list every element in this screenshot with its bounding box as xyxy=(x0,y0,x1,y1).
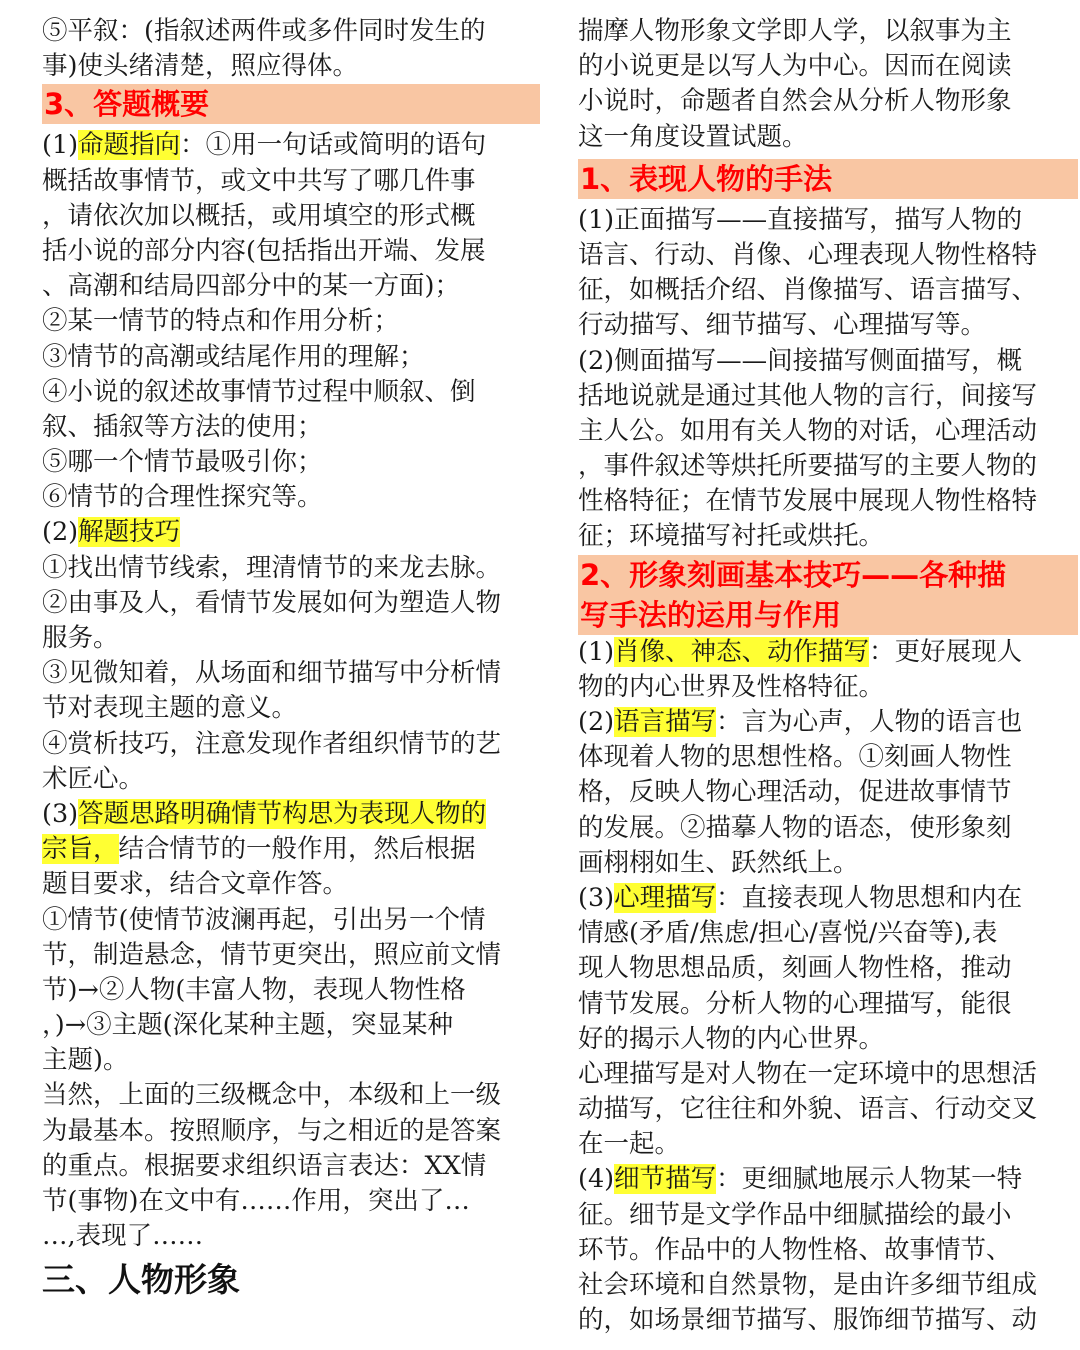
body-line: 节(事物)在文中有……作用，突出了… xyxy=(42,1186,470,1216)
highlight-keyword: 解题技巧 xyxy=(78,517,181,548)
body-line: 节，制造悬念，情节更突出，照应前文情 xyxy=(42,939,502,970)
body-line: 好的揭示人物的内心世界。 xyxy=(578,1023,885,1054)
body-line: 主题)。 xyxy=(42,1045,129,1076)
heading-answer-summary: 3、答题概要 xyxy=(42,84,540,124)
body-line: ②某一情节的特点和作用分析； xyxy=(42,306,400,337)
heading-portrayal-skills: 2、形象刻画基本技巧——各种描 写手法的运用与作用 xyxy=(578,555,1078,635)
body-line: 题目要求，结合文章作答。 xyxy=(42,869,349,900)
highlight-keyword: 心理描写 xyxy=(614,882,717,913)
body-line: 征；环境描写衬托或烘托。 xyxy=(578,521,885,552)
body-line: 语言、行动、肖像、心理表现人物性格特 xyxy=(578,239,1038,270)
left-column xyxy=(42,14,540,1304)
body-line: 、高潮和结局四部分中的某一方面)； xyxy=(42,271,460,302)
skill-4-first-line: (4)细节描写：更细腻地展示人物某一特 xyxy=(578,1164,1023,1195)
skill-1-first-line: (1)肖像、神态、动作描写：更好展现人 xyxy=(578,636,1023,667)
highlight-keyword: 答题思路明确情节构思为表现人物的 xyxy=(78,798,487,829)
body-line: ③见微知着，从场面和细节描写中分析情 xyxy=(42,658,502,689)
highlight-keyword: 宗旨， xyxy=(42,834,119,865)
intro-line: 揣摩人物形象文学即人学，以叙事为主 xyxy=(578,16,1012,46)
body-line: ④赏析技巧，注意发现作者组织情节的艺 xyxy=(42,728,502,759)
item-1-first-line: (1)命题指向：①用一句话或简明的语句 xyxy=(42,130,487,161)
body-line: 服务。 xyxy=(42,623,119,653)
body-line: ②由事及人，看情节发展如何为塑造人物 xyxy=(42,587,502,618)
body-line: ③情节的高潮或结尾作用的理解； xyxy=(42,341,425,372)
body-line: 行动描写、细节描写、心理描写等。 xyxy=(578,310,987,341)
body-line: 主人公。如用有关人物的对话，心理活动 xyxy=(578,415,1038,446)
body-line: 当然，上面的三级概念中，本级和上一级 xyxy=(42,1080,502,1111)
body-line: 的，如场景细节描写、服饰细节描写、动 xyxy=(578,1305,1038,1336)
body-line: ，事件叙述等烘托所要描写的主要人物的 xyxy=(578,451,1038,482)
highlight-keyword: 命题指向 xyxy=(78,130,181,161)
body-line: 节对表现主题的意义。 xyxy=(42,693,298,724)
body-line: 社会环境和自然景物，是由许多细节组成 xyxy=(578,1270,1038,1300)
item-2-first-line: (2)解题技巧 xyxy=(42,517,181,548)
body-line: …,表现了…… xyxy=(42,1221,204,1252)
heading-character-methods: 1、表现人物的手法 xyxy=(578,159,1078,199)
item-3-second-line: 宗旨，结合情节的一般作用，然后根据 xyxy=(42,834,476,865)
body-line: 在一起。 xyxy=(578,1129,681,1160)
body-line: ，)→③主题(深化某种主题，突显某种 xyxy=(42,1010,454,1041)
body-line: 情感(矛盾/焦虑/担心/喜悦/兴奋等),表 xyxy=(578,918,998,949)
body-line: 概括故事情节，或文中共写了哪几件事 xyxy=(42,165,476,196)
body-line: 括小说的部分内容(包括指出开端、发展 xyxy=(42,235,486,266)
body-line: ⑥情节的合理性探究等。 xyxy=(42,482,323,513)
body-line: 格，反映人物心理活动，促进故事情节 xyxy=(578,777,1012,808)
skill-2-first-line: (2)语言描写：言为心声，人物的语言也 xyxy=(578,707,1023,737)
body-line: ，请依次加以概括，或用填空的形式概 xyxy=(42,200,476,231)
body-line: 环节。作品中的人物性格、故事情节、 xyxy=(578,1234,1012,1265)
body-line: 现人物思想品质，刻画人物性格，推动 xyxy=(578,953,1012,984)
body-line: (2)侧面描写——间接描写侧面描写，概 xyxy=(578,345,1023,376)
body-line: 叙、插叙等方法的使用； xyxy=(42,411,323,442)
skill-3-first-line: (3)心理描写：直接表现人物思想和内在 xyxy=(578,882,1023,913)
body-line: ⑤哪一个情节最吸引你； xyxy=(42,447,323,478)
body-line: (1)正面描写——直接描写，描写人物的 xyxy=(578,204,1023,235)
body-line: 物的内心世界及性格特征。 xyxy=(578,671,885,702)
body-line: ①找出情节线索，理清情节的来龙去脉。 xyxy=(42,552,502,583)
body-line: 括地说就是通过其他人物的言行，间接写 xyxy=(578,380,1038,411)
body-line: 画栩栩如生、跃然纸上。 xyxy=(578,847,859,878)
body-line: 性格特征；在情节发展中展现人物性格特 xyxy=(578,486,1038,517)
body-line: 节)→②人物(丰富人物，表现人物性格 xyxy=(42,974,466,1005)
body-line: ④小说的叙述故事情节过程中顺叙、倒 xyxy=(42,376,476,407)
body-line: 征。细节是文学作品中细腻描绘的最小 xyxy=(578,1199,1012,1230)
body-line: 为最基本。按照顺序，与之相近的是答案 xyxy=(42,1115,502,1146)
body-line: 术匠心。 xyxy=(42,763,145,794)
body-line: 体现着人物的思想性格。①刻画人物性 xyxy=(578,742,1012,773)
highlight-keyword: 肖像、神态、动作描写 xyxy=(614,636,870,667)
intro-line: ⑤平叙：(指叙述两件或多件同时发生的 xyxy=(42,16,486,46)
intro-line: 这一角度设置试题。 xyxy=(578,121,808,152)
body-line: 的发展。②描摹人物的语态，使形象刻 xyxy=(578,812,1012,843)
body-line: 的重点。根据要求组织语言表达：XX情 xyxy=(42,1150,487,1181)
intro-line: 的小说更是以写人为中心。因而在阅读 xyxy=(578,51,1012,82)
right-column xyxy=(578,14,1078,1338)
item-3-first-line: (3)答题思路明确情节构思为表现人物的 xyxy=(42,798,487,829)
body-line: ①情节(使情节波澜再起，引出另一个情 xyxy=(42,904,486,935)
body-line: 情节发展。分析人物的心理描写，能很 xyxy=(578,988,1012,1019)
intro-line: 小说时，命题者自然会从分析人物形象 xyxy=(578,86,1012,117)
body-line: 征，如概括介绍、肖像描写、语言描写、 xyxy=(578,275,1038,306)
highlight-keyword: 细节描写 xyxy=(614,1164,717,1195)
section-title-character-image: 三、人物形象 xyxy=(42,1260,240,1300)
body-line: 心理描写是对人物在一定环境中的思想活 xyxy=(578,1058,1038,1089)
body-line: 动描写，它往往和外貌、语言、行动交叉 xyxy=(578,1094,1038,1125)
highlight-keyword: 语言描写 xyxy=(614,707,717,737)
intro-line: 事)使头绪清楚，照应得体。 xyxy=(42,51,358,82)
